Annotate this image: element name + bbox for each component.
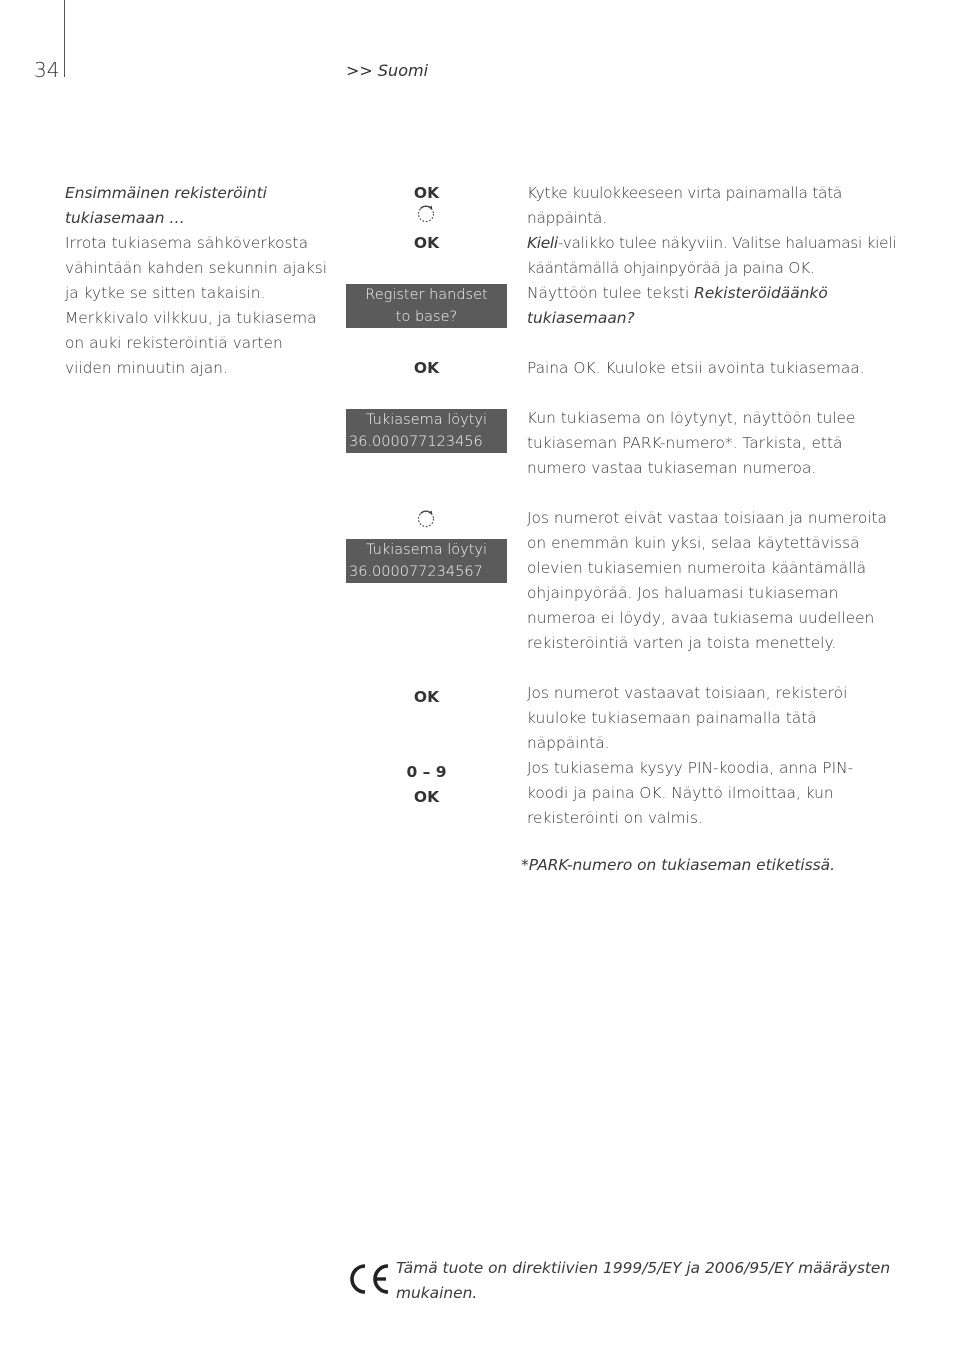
- display-register-prompt: [346, 284, 507, 328]
- step-search-base: Paina OK. Kuuloke etsii avointa tukiasemaa.: [527, 359, 865, 377]
- step-emphasis: Kieli: [527, 234, 558, 252]
- step-pin-code: Jos tukiasema kysyy PIN-koodia, anna PIN-koodi ja paina OK. Näyttö ilmoittaa, kun rekisteröinti on valmis.: [527, 759, 854, 827]
- display-line: Tukiasema löytyi: [365, 412, 488, 428]
- step-browse-bases: Jos numerot eivät vastaa toisiaan ja numeroita on enemmän kuin yksi, selaa käytettävissä olevien tukiasemien numeroita kääntämällä ohjainpyörää. Jos haluamasi tukiaseman numeroa ei löydy, avaa tukiasema uudelleen rekisteröintiä varten ja toista menettely.: [527, 509, 887, 652]
- display-line: 36.000077234567: [349, 564, 483, 580]
- display-base-found-alt: [346, 539, 507, 583]
- ok-key-label: OK: [413, 788, 440, 806]
- footnote: *PARK-numero on tukiaseman etiketissä.: [521, 856, 835, 874]
- step-check-park: Kun tukiasema on löytynyt, näyttöön tulee tukiaseman PARK-numero*. Tarkista, että numero vastaa tukiaseman numeroa.: [527, 409, 856, 477]
- page-number: 34: [34, 58, 60, 82]
- ok-key-label: OK: [413, 359, 440, 377]
- breadcrumb: >> Suomi: [346, 61, 429, 80]
- step-text: Kytke kuulokkeeseen virta painamalla tätä näppäintä.: [527, 184, 842, 227]
- section-body: Irrota tukiasema sähköverkosta vähintään kahden sekunnin ajaksi ja kytke se sitten takaisin. Merkkivalo vilkkuu, ja tukiasema on auki rekisteröintiä varten viiden minuutin ajan.: [65, 234, 328, 377]
- intro-section: [65, 181, 333, 381]
- display-line: 36.000077123456: [349, 434, 483, 450]
- step-register-prompt: [527, 281, 899, 331]
- wheel-rotate-icon: [416, 509, 436, 529]
- digit-keys-label: 0 – 9: [406, 763, 447, 781]
- display-line: to base?: [395, 309, 458, 325]
- step-text: -valikko tulee näkyviin. Valitse haluamasi kieli kääntämällä ohjainpyörää ja paina OK.: [527, 234, 897, 277]
- display-base-found: [346, 409, 507, 453]
- margin-rule: [64, 0, 65, 77]
- display-line: Tukiasema löytyi: [365, 542, 488, 558]
- ok-key-label: OK: [413, 184, 440, 202]
- step-confirm-register: Jos numerot vastaavat toisiaan, rekisteröi kuuloke tukiasemaan painamalla tätä näppäintä.: [527, 684, 848, 752]
- section-title: Ensimmäinen rekisteröinti tukiasemaan …: [65, 184, 267, 227]
- ok-key-label: OK: [413, 688, 440, 706]
- ok-key-label: OK: [413, 234, 440, 252]
- step-power-on: [527, 181, 899, 281]
- compliance-statement: Tämä tuote on direktiivien 1999/5/EY ja 2006/95/EY määräysten mukainen.: [396, 1259, 891, 1302]
- wheel-rotate-icon: [416, 204, 436, 224]
- step-text: Näyttöön tulee teksti: [527, 284, 695, 302]
- step-emphasis: Rekisteröidäänkö tukiasemaan?: [527, 284, 828, 327]
- ce-mark-icon: [346, 1262, 392, 1296]
- display-line: Register handset: [365, 287, 488, 303]
